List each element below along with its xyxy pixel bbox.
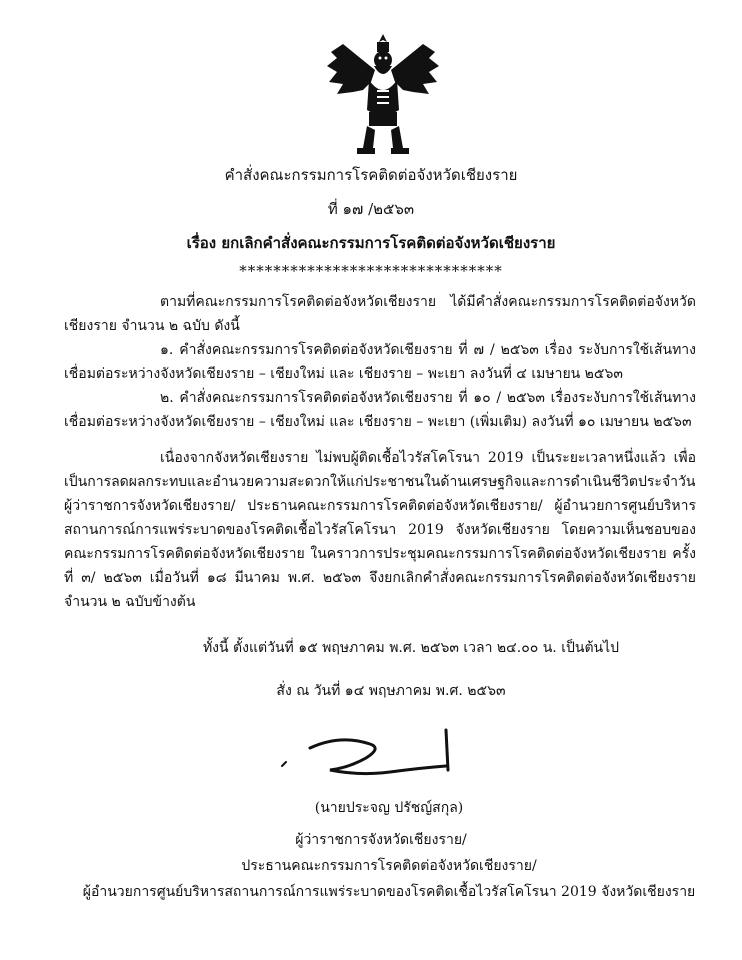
paragraph-reason: เนื่องจากจังหวัดเชียงราย ไม่พบผู้ติดเชื้อไวรัสโคโรนา 2019 เป็นระยะเวลาหนึ่งแล้ว เพื่อเป็นการลดผลกระทบและอำนวยความสะดวกให้แก่ประชาชนในด้านเศรษฐกิจและการดำเนินชีวิตประจำวัน ผู้ว่าราชการจังหวัดเชียงราย/ ประธานคณะกรรมการโรคติดต่อจังหวัดเชียงราย/ ผู้อำนวยการศูนย์บริหารสถานการณ์การแพร่ระบาดของโรคติดเชื้อไวรัสโคโรนา 2019 จังหวัดเชียงราย โดยความเห็นชอบของคณะกรรมการโรคติดต่อจังหวัดเชียงราย ในคราวการประชุมคณะกรรมการโรคติดต่อจังหวัดเชียงราย ครั้งที่ ๓/ ๒๕๖๓ เมื่อวันที่ ๑๘ มีนาคม พ.ศ. ๒๕๖๓ จึงยกเลิกคำสั่งคณะกรรมการโรคติดต่อจังหวัดเชียงราย จำนวน ๒ ฉบับข้างต้น [64, 450, 696, 610]
signatory-name: (นายประจญ ปรัชญ์สกุล) [314, 800, 464, 816]
handwritten-signature [270, 726, 470, 786]
order-number: ที่ ๑๗ /๒๕๖๓ [327, 200, 415, 218]
paragraph-intro: ตามที่คณะกรรมการโรคติดต่อจังหวัดเชียงราย ได้มีคำสั่งคณะกรรมการโรคติดต่อจังหวัดเชียงราย จำนวน ๒ ฉบับ ดังนี้ [64, 294, 696, 334]
position-chairman: ประธานคณะกรรมการโรคติดต่อจังหวัดเชียงราย/ [241, 858, 537, 874]
signed-date: สั่ง ณ วันที่ ๑๔ พฤษภาคม พ.ศ. ๒๕๖๓ [276, 683, 506, 699]
paragraph-item-2: ๒. คำสั่งคณะกรรมการโรคติดต่อจังหวัดเชียงราย ที่ ๑๐ / ๒๕๖๓ เรื่องระงับการใช้เส้นทางเชื่อมต่อระหว่างจังหวัดเชียงราย – เชียงใหม่ และ เชียงราย – พะเยา (เพิ่มเติม) ลงวันที่ ๑๐ เมษายน ๒๕๖๓ [64, 390, 696, 430]
paragraph-item-1: ๑. คำสั่งคณะกรรมการโรคติดต่อจังหวัดเชียงราย ที่ ๗ / ๒๕๖๓ เรื่อง ระงับการใช้เส้นทางเชื่อมต่อระหว่างจังหวัดเชียงราย – เชียงใหม่ และ เชียงราย – พะเยา ลงวันที่ ๔ เมษายน ๒๕๖๓ [64, 342, 696, 382]
position-governor: ผู้ว่าราชการจังหวัดเชียงราย/ [295, 832, 467, 848]
garuda-emblem-icon [323, 30, 443, 160]
position-director: ผู้อำนวยการศูนย์บริหารสถานการณ์การแพร่ระบาดของโรคติดเชื้อไวรัสโคโรนา 2019 จังหวัดเชียงราย [82, 884, 696, 900]
separator: ******************************* [239, 262, 503, 280]
document-title: คำสั่งคณะกรรมการโรคติดต่อจังหวัดเชียงราย [224, 166, 518, 184]
document-body [64, 290, 696, 614]
document-subject: เรื่อง ยกเลิกคำสั่งคณะกรรมการโรคติดต่อจังหวัดเชียงราย [186, 234, 556, 252]
effective-date: ทั้งนี้ ตั้งแต่วันที่ ๑๕ พฤษภาคม พ.ศ. ๒๕๖๓ เวลา ๒๔.๐๐ น. เป็นต้นไป [202, 640, 620, 656]
